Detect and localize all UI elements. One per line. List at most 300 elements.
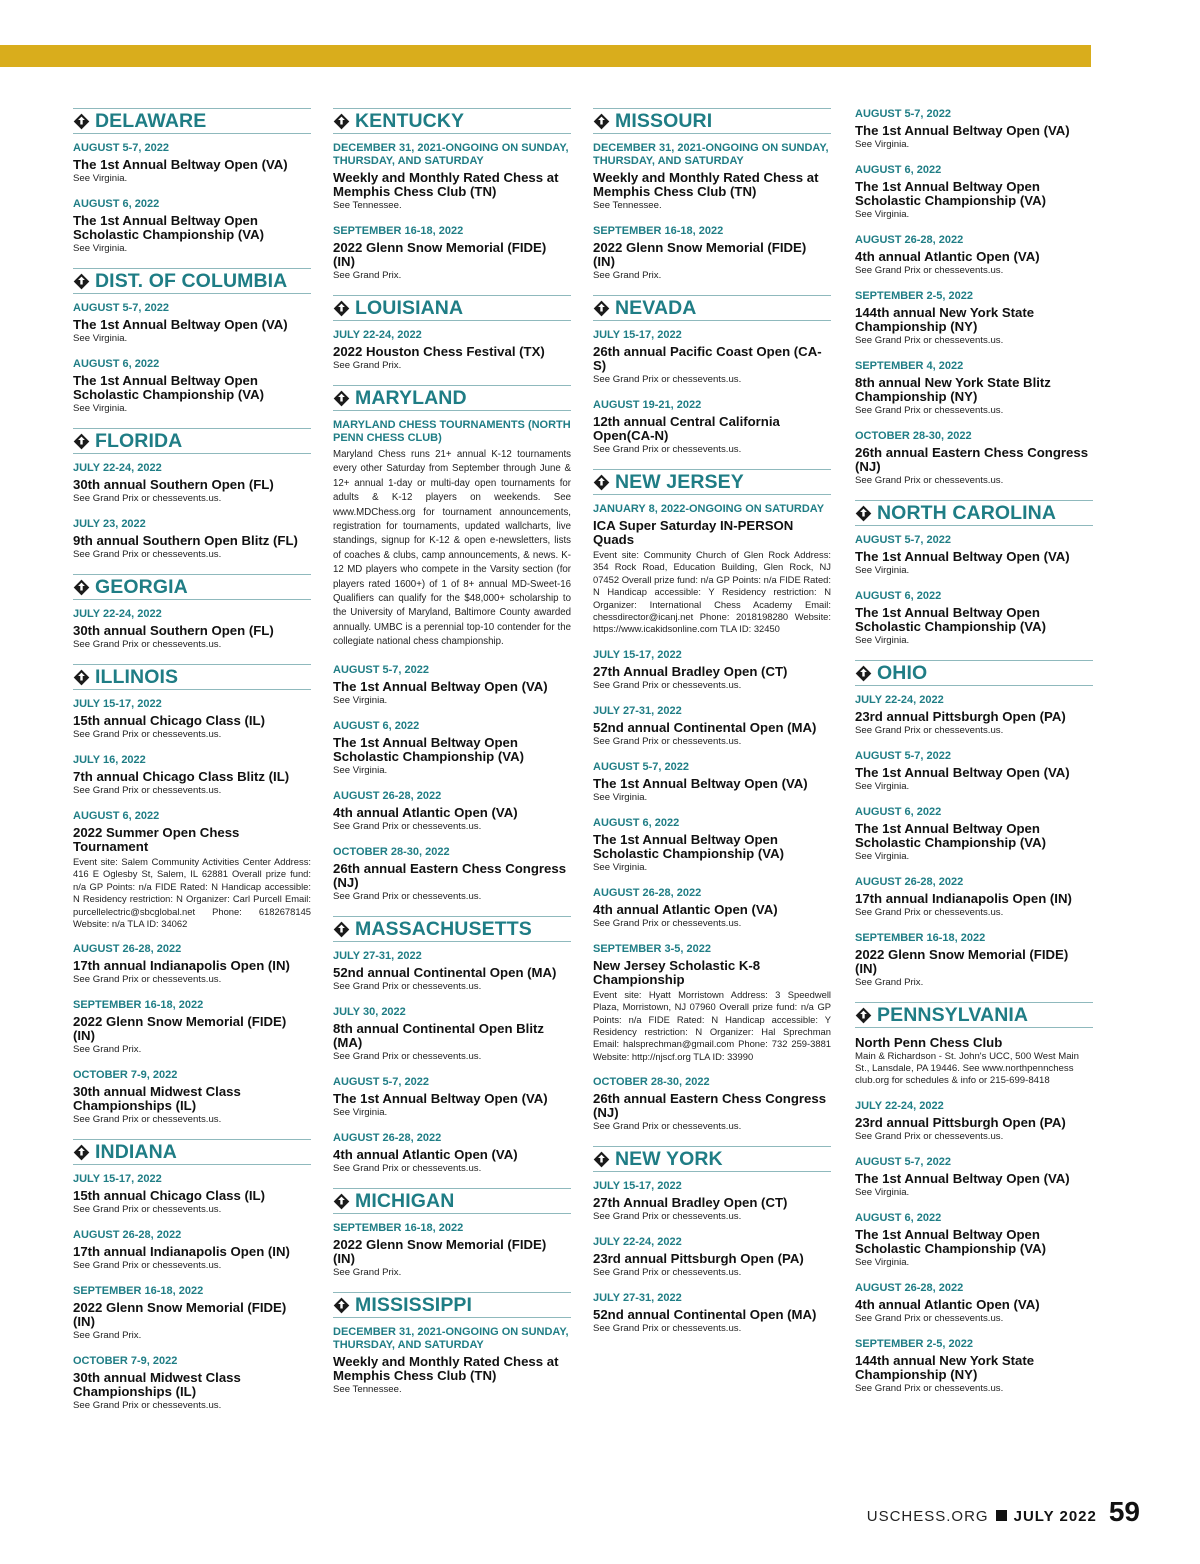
- event-note: See Grand Prix or chessevents.us.: [333, 890, 482, 902]
- event-description: Maryland Chess runs 21+ annual K-12 tournaments every other Saturday from September through June & 12+ annual 1-day or multi-day open tournaments for adults & K-12 players on weekends. See www.MDChess.org for tournament announcements, registration for tournaments, updated wallcharts, live standings, signup for K-12 & open e-newsletters, lists of coaches & clubs, camp announcements, & news. K-12 MD players who compete in the Varsity section (for players rated 1600+) of 1 of 8+ annual MD-Sweet-16 Qualifiers can qualify for the $48,000+ scholarship to the University of Maryland, Baltimore County awarded annually. UMBC is a perennial top-10 contender for the collegiate national chess championship.: [333, 449, 571, 648]
- event-listing: [333, 846, 571, 903]
- event-note: See Grand Prix or chessevents.us.: [593, 1211, 742, 1223]
- event-note: See Grand Prix.: [855, 977, 924, 988]
- event-date: JULY 22-24, 2022: [593, 1236, 682, 1249]
- state-name: FLORIDA: [95, 430, 183, 452]
- event-date: AUGUST 5-7, 2022: [855, 1156, 951, 1168]
- event-note: See Virginia.: [855, 209, 910, 220]
- event-title: 7th annual Chicago Class Blitz (IL): [73, 769, 290, 784]
- event-note: See Grand Prix or chessevents.us.: [593, 917, 742, 929]
- event-title: 30th annual Midwest Class Championships (IL): [73, 1370, 241, 1400]
- diamond-arrow-icon: [333, 1193, 350, 1210]
- event-note: See Grand Prix or chessevents.us.: [593, 735, 742, 747]
- event-listing: [593, 225, 831, 282]
- event-title: 144th annual New York State Championship (NY): [855, 1353, 1035, 1382]
- event-date: SEPTEMBER 16-18, 2022: [73, 999, 204, 1012]
- event-listing: [73, 810, 311, 930]
- event-date: AUGUST 6, 2022: [73, 358, 160, 370]
- event-note: See Grand Prix or chessevents.us.: [855, 907, 1004, 918]
- event-title: 15th annual Chicago Class (IL): [73, 713, 265, 728]
- event-date: JULY 22-24, 2022: [73, 608, 162, 620]
- diamond-arrow-icon: [593, 474, 610, 491]
- state-heading: [73, 268, 311, 294]
- diamond-arrow-icon: [333, 1297, 350, 1314]
- state-heading: [855, 500, 1093, 526]
- event-date: SEPTEMBER 16-18, 2022: [333, 225, 464, 237]
- event-listing: [593, 503, 831, 636]
- state-heading: [593, 108, 831, 134]
- event-note: See Grand Prix or chessevents.us.: [593, 374, 742, 385]
- event-note: See Grand Prix or chessevents.us.: [593, 679, 742, 691]
- event-listing: [73, 943, 311, 986]
- event-note: See Grand Prix or chessevents.us.: [73, 785, 222, 796]
- event-title: The 1st Annual Beltway Open (VA): [73, 157, 288, 172]
- state-name: MICHIGAN: [355, 1189, 455, 1212]
- state-heading: [593, 295, 831, 321]
- event-title: The 1st Annual Beltway Open Scholastic Championship (VA): [333, 734, 524, 764]
- event-date: AUGUST 26-28, 2022: [73, 943, 182, 956]
- event-listing: [73, 1355, 311, 1412]
- event-note: See Virginia.: [855, 635, 910, 646]
- event-listing: [73, 698, 311, 741]
- event-title: Weekly and Monthly Rated Chess at Memphis Chess Club (TN): [333, 170, 559, 199]
- event-title: 17th annual Indianapolis Open (IN): [855, 891, 1072, 906]
- event-note: See Virginia.: [333, 694, 388, 706]
- page-footer: [867, 1496, 1140, 1528]
- event-note: See Grand Prix or chessevents.us.: [333, 980, 482, 992]
- event-title: The 1st Annual Beltway Open Scholastic Championship (VA): [593, 831, 784, 861]
- state-name: MASSACHUSETTS: [355, 917, 532, 940]
- event-listing: [855, 1212, 1093, 1269]
- event-note: See Virginia.: [855, 781, 910, 792]
- event-date: JULY 15-17, 2022: [73, 698, 162, 710]
- event-note: See Virginia.: [855, 565, 910, 576]
- event-title: 52nd annual Continental Open (MA): [593, 719, 817, 735]
- event-note: See Grand Prix or chessevents.us.: [73, 1204, 222, 1216]
- event-title: 23rd annual Pittsburgh Open (PA): [593, 1251, 804, 1267]
- state-heading: [333, 385, 571, 411]
- event-date: AUGUST 6, 2022: [855, 164, 942, 176]
- event-date: JULY 22-24, 2022: [73, 462, 162, 474]
- event-listing: [333, 1076, 571, 1119]
- event-listing: [73, 1285, 311, 1342]
- event-title: The 1st Annual Beltway Open (VA): [855, 549, 1070, 564]
- event-title: 17th annual Indianapolis Open (IN): [73, 958, 290, 974]
- event-note: See Grand Prix or chessevents.us.: [73, 639, 222, 650]
- state-heading: [593, 1146, 831, 1172]
- event-date: JULY 27-31, 2022: [333, 949, 422, 962]
- diamond-arrow-icon: [333, 113, 350, 130]
- event-title: 2022 Houston Chess Festival (TX): [333, 344, 545, 359]
- event-listing: [855, 1282, 1093, 1325]
- event-note: See Grand Prix or chessevents.us.: [593, 444, 742, 455]
- diamond-arrow-icon: [855, 665, 872, 682]
- state-heading: [593, 469, 831, 495]
- column-1: [73, 108, 311, 1425]
- event-listing: [73, 1069, 311, 1126]
- event-title: 26th annual Eastern Chess Congress (NJ): [593, 1091, 827, 1121]
- event-listing: [333, 1222, 571, 1279]
- event-title: New Jersey Scholastic K-8 Championship: [593, 957, 761, 987]
- event-date: AUGUST 19-21, 2022: [593, 399, 702, 411]
- event-date: DECEMBER 31, 2021-ONGOING ON SUNDAY, THURSDAY, AND SATURDAY: [333, 142, 569, 167]
- event-date: JULY 15-17, 2022: [593, 1180, 682, 1193]
- event-date: AUGUST 26-28, 2022: [593, 886, 702, 899]
- event-listing: [855, 1156, 1093, 1199]
- event-date: AUGUST 6, 2022: [73, 810, 160, 822]
- event-date: AUGUST 5-7, 2022: [73, 302, 169, 314]
- event-title: 15th annual Chicago Class (IL): [73, 1188, 265, 1204]
- event-note: See Grand Prix or chessevents.us.: [73, 549, 222, 560]
- column-2: [333, 108, 571, 1409]
- event-title: 2022 Glenn Snow Memorial (FIDE) (IN): [333, 240, 547, 269]
- state-heading: [73, 664, 311, 690]
- event-date: AUGUST 5-7, 2022: [593, 760, 689, 773]
- event-date: JULY 22-24, 2022: [855, 1100, 944, 1112]
- event-note: See Grand Prix or chessevents.us.: [855, 475, 1004, 486]
- event-listing: [855, 430, 1093, 487]
- state-name: NORTH CAROLINA: [877, 502, 1057, 524]
- event-note: See Grand Prix or chessevents.us.: [333, 1050, 482, 1062]
- state-name: NEVADA: [615, 297, 697, 319]
- event-listing: [855, 290, 1093, 347]
- event-title: 4th annual Atlantic Open (VA): [855, 249, 1040, 264]
- event-listing: [333, 142, 571, 212]
- event-title: 144th annual New York State Championship (NY): [855, 305, 1035, 334]
- diamond-arrow-icon: [333, 300, 350, 317]
- event-date: JULY 23, 2022: [73, 518, 146, 530]
- event-title: The 1st Annual Beltway Open Scholastic Championship (VA): [73, 213, 264, 242]
- event-title: The 1st Annual Beltway Open Scholastic Championship (VA): [73, 373, 264, 402]
- state-name: KENTUCKY: [355, 110, 465, 132]
- event-listing: [333, 1326, 571, 1396]
- event-listing: [855, 108, 1093, 151]
- event-listing: [333, 1006, 571, 1063]
- event-title: The 1st Annual Beltway Open (VA): [855, 1171, 1070, 1186]
- event-listing: [855, 932, 1093, 989]
- footer-site: USCHESS.ORG: [866, 1508, 989, 1525]
- event-note: See Grand Prix or chessevents.us.: [73, 729, 222, 740]
- event-date: OCTOBER 28-30, 2022: [333, 845, 450, 858]
- event-listing: [855, 1338, 1093, 1395]
- event-note: See Grand Prix or chessevents.us.: [855, 1383, 1004, 1394]
- event-title: The 1st Annual Beltway Open (VA): [333, 1090, 548, 1106]
- event-note: See Virginia.: [333, 764, 388, 776]
- event-listing: [593, 329, 831, 386]
- event-listing: [593, 649, 831, 692]
- event-note: See Virginia.: [73, 243, 128, 254]
- event-listing: [73, 608, 311, 651]
- event-note: See Tennessee.: [593, 200, 662, 211]
- event-date: SEPTEMBER 16-18, 2022: [855, 932, 986, 944]
- event-date: JULY 15-17, 2022: [593, 648, 682, 661]
- event-note: See Grand Prix or chessevents.us.: [855, 1131, 1004, 1142]
- diamond-arrow-icon: [73, 433, 90, 450]
- event-date: SEPTEMBER 2-5, 2022: [855, 290, 973, 302]
- event-listing: [73, 1229, 311, 1272]
- event-title: 52nd annual Continental Open (MA): [593, 1307, 817, 1323]
- event-title: 26th annual Eastern Chess Congress (NJ): [855, 445, 1089, 474]
- event-note: See Virginia.: [855, 1187, 910, 1198]
- state-name: MISSOURI: [615, 110, 713, 132]
- event-title: The 1st Annual Beltway Open (VA): [593, 775, 808, 791]
- event-title: The 1st Annual Beltway Open Scholastic Championship (VA): [855, 821, 1046, 850]
- event-title: 8th annual New York State Blitz Championship (NY): [855, 375, 1051, 404]
- event-listing: [73, 1173, 311, 1216]
- state-heading: [333, 1188, 571, 1214]
- state-name: OHIO: [877, 662, 928, 684]
- state-name: GEORGIA: [95, 576, 188, 598]
- state-name: INDIANA: [95, 1141, 177, 1164]
- event-date: AUGUST 6, 2022: [855, 590, 942, 602]
- event-title: 2022 Glenn Snow Memorial (FIDE) (IN): [593, 240, 807, 269]
- event-title: 27th Annual Bradley Open (CT): [593, 1195, 788, 1211]
- diamond-arrow-icon: [593, 300, 610, 317]
- event-listing: [73, 198, 311, 255]
- event-listing: [593, 1292, 831, 1335]
- diamond-arrow-icon: [855, 1007, 872, 1024]
- state-heading: [73, 1139, 311, 1165]
- event-title: The 1st Annual Beltway Open Scholastic Championship (VA): [855, 1227, 1046, 1256]
- diamond-arrow-icon: [73, 113, 90, 130]
- diamond-arrow-icon: [855, 505, 872, 522]
- state-heading: [73, 108, 311, 134]
- event-date: JANUARY 8, 2022-ONGOING ON SATURDAY: [593, 503, 825, 515]
- state-name: LOUISIANA: [355, 297, 464, 319]
- event-listing: [855, 164, 1093, 221]
- event-title: 23rd annual Pittsburgh Open (PA): [855, 1115, 1066, 1130]
- event-date: OCTOBER 28-30, 2022: [855, 430, 972, 442]
- state-name: NEW JERSEY: [615, 471, 744, 493]
- event-date: SEPTEMBER 16-18, 2022: [73, 1285, 204, 1298]
- state-heading: [855, 1002, 1093, 1028]
- event-listing: [855, 876, 1093, 919]
- event-note: See Grand Prix or chessevents.us.: [593, 1323, 742, 1335]
- event-listing: [73, 754, 311, 797]
- event-listing: [73, 358, 311, 415]
- event-title: 8th annual Continental Open Blitz (MA): [333, 1020, 544, 1050]
- diamond-arrow-icon: [333, 390, 350, 407]
- event-listing: [855, 694, 1093, 737]
- event-date: AUGUST 26-28, 2022: [855, 876, 964, 888]
- event-date: DECEMBER 31, 2021-ONGOING ON SUNDAY, THURSDAY, AND SATURDAY: [593, 142, 829, 167]
- event-date: AUGUST 6, 2022: [333, 719, 420, 732]
- event-listing: [593, 817, 831, 874]
- event-title: 4th annual Atlantic Open (VA): [593, 901, 778, 917]
- event-date: OCTOBER 28-30, 2022: [593, 1076, 710, 1089]
- event-title: 27th Annual Bradley Open (CT): [593, 663, 788, 679]
- state-name: NEW YORK: [615, 1148, 723, 1171]
- state-heading: [333, 916, 571, 942]
- event-title: 4th annual Atlantic Open (VA): [333, 804, 518, 820]
- event-date: SEPTEMBER 3-5, 2022: [593, 942, 711, 955]
- event-note: See Grand Prix or chessevents.us.: [855, 725, 1004, 736]
- event-listing: [73, 302, 311, 345]
- event-title: 30th annual Southern Open (FL): [73, 477, 274, 492]
- event-title: ICA Super Saturday IN-PERSON Quads: [593, 518, 794, 547]
- event-note: See Grand Prix.: [333, 270, 402, 281]
- event-note: See Grand Prix or chessevents.us.: [73, 1260, 222, 1272]
- state-name: ILLINOIS: [95, 666, 179, 688]
- event-listing: [333, 225, 571, 282]
- event-title: 52nd annual Continental Open (MA): [333, 964, 557, 980]
- event-note: See Grand Prix or chessevents.us.: [855, 335, 1004, 346]
- state-heading: [333, 1292, 571, 1318]
- event-note: See Virginia.: [333, 1106, 388, 1118]
- event-listing: [73, 462, 311, 505]
- event-note: See Grand Prix.: [333, 1266, 402, 1278]
- event-title: 2022 Summer Open Chess Tournament: [73, 825, 240, 854]
- event-date: AUGUST 5-7, 2022: [333, 663, 429, 676]
- event-title: The 1st Annual Beltway Open (VA): [855, 123, 1070, 138]
- diamond-arrow-icon: [333, 921, 350, 938]
- state-name: MARYLAND: [355, 387, 467, 409]
- event-note: See Virginia.: [855, 1257, 910, 1268]
- event-title: The 1st Annual Beltway Open (VA): [333, 678, 548, 694]
- event-listing: [333, 1132, 571, 1175]
- state-heading: [73, 574, 311, 600]
- event-date: JULY 27-31, 2022: [593, 704, 682, 717]
- event-date: AUGUST 6, 2022: [855, 1212, 942, 1224]
- event-listing: [855, 1100, 1093, 1143]
- event-note: See Grand Prix or chessevents.us.: [593, 1267, 742, 1279]
- event-title: 30th annual Southern Open (FL): [73, 623, 274, 638]
- event-details: Event site: Hyatt Morristown Address: 3 Speedwell Plaza, Morristown, NJ 07960 Overall prize fund: n/a GP Points: n/a FIDE Rated: N Handicap accessible: Y Residency restriction: N Organizer: Hal Sprechman Email: halsprechman@gmail.com Phone: 732 259-3881 Website: http://njscf.org TLA ID: 33990: [593, 988, 831, 1062]
- event-note: See Grand Prix.: [73, 1044, 142, 1056]
- event-title: The 1st Annual Beltway Open (VA): [73, 317, 288, 332]
- event-date: DECEMBER 31, 2021-ONGOING ON SUNDAY, THURSDAY, AND SATURDAY: [333, 1325, 569, 1351]
- event-listing: [855, 806, 1093, 863]
- event-note: See Grand Prix.: [73, 1330, 142, 1342]
- event-listing: [593, 1236, 831, 1279]
- event-details: Event site: Community Church of Glen Rock Address: 354 Rock Road, Education Building, Glen Rock, NJ 07452 Overall prize fund: n/a GP Points: n/a FIDE Rated: N Handicap accessible: Y Residency restriction: N Organizer: International Chess Academy Email: chessdirector@icanj.net Phone: 2018198280 Website: https://www.icakidsonline.com TLA ID: 32450: [593, 549, 831, 635]
- event-listing: [855, 590, 1093, 647]
- event-note: See Grand Prix or chessevents.us.: [333, 820, 482, 832]
- page-number: 59: [1108, 1496, 1140, 1527]
- event-title: Weekly and Monthly Rated Chess at Memphis Chess Club (TN): [593, 170, 819, 199]
- event-note: See Virginia.: [855, 851, 910, 862]
- event-date: AUGUST 5-7, 2022: [73, 142, 169, 154]
- event-note: See Grand Prix or chessevents.us.: [73, 1400, 222, 1412]
- event-date: MARYLAND CHESS TOURNAMENTS (NORTH PENN CHESS CLUB): [333, 419, 571, 444]
- event-listing: [593, 943, 831, 1063]
- event-listing: [593, 399, 831, 456]
- event-date: AUGUST 26-28, 2022: [73, 1229, 182, 1242]
- event-title: Weekly and Monthly Rated Chess at Memphis Chess Club (TN): [333, 1353, 559, 1383]
- event-date: SEPTEMBER 16-18, 2022: [593, 225, 724, 237]
- event-note: See Virginia.: [855, 139, 910, 150]
- event-note: See Tennessee.: [333, 200, 402, 211]
- event-date: AUGUST 5-7, 2022: [855, 750, 951, 762]
- event-title: 9th annual Southern Open Blitz (FL): [73, 533, 298, 548]
- event-title: North Penn Chess Club: [855, 1035, 1003, 1050]
- event-date: AUGUST 5-7, 2022: [855, 534, 951, 546]
- diamond-arrow-icon: [593, 113, 610, 130]
- event-date: JULY 15-17, 2022: [73, 1173, 162, 1186]
- event-listing: [333, 419, 571, 650]
- event-date: AUGUST 6, 2022: [593, 816, 680, 829]
- event-title: The 1st Annual Beltway Open Scholastic Championship (VA): [855, 179, 1046, 208]
- footer-issue: JULY 2022: [1013, 1508, 1097, 1525]
- state-heading: [855, 660, 1093, 686]
- event-listing: [333, 329, 571, 372]
- event-date: AUGUST 5-7, 2022: [333, 1075, 429, 1088]
- event-listing: [593, 142, 831, 212]
- event-date: SEPTEMBER 2-5, 2022: [855, 1338, 973, 1350]
- column-4: [855, 108, 1093, 1408]
- column-3: [593, 108, 831, 1348]
- state-heading: [73, 428, 311, 454]
- event-title: The 1st Annual Beltway Open (VA): [855, 765, 1070, 780]
- event-note: See Virginia.: [73, 403, 128, 414]
- event-date: JULY 16, 2022: [73, 754, 146, 766]
- state-name: DELAWARE: [95, 110, 207, 132]
- event-listing: [855, 750, 1093, 793]
- event-listing: [73, 999, 311, 1056]
- event-date: OCTOBER 7-9, 2022: [73, 1355, 178, 1368]
- event-title: 2022 Glenn Snow Memorial (FIDE) (IN): [855, 947, 1069, 976]
- event-note: See Grand Prix or chessevents.us.: [855, 1313, 1004, 1324]
- event-listing: [593, 887, 831, 930]
- event-note: See Virginia.: [593, 791, 648, 803]
- event-date: JULY 15-17, 2022: [593, 329, 682, 341]
- event-date: JULY 30, 2022: [333, 1005, 406, 1018]
- event-title: 2022 Glenn Snow Memorial (FIDE) (IN): [73, 1300, 287, 1330]
- event-title: 2022 Glenn Snow Memorial (FIDE) (IN): [333, 1236, 547, 1266]
- event-listing: [855, 234, 1093, 277]
- event-listing: [333, 950, 571, 993]
- event-listing: [73, 142, 311, 185]
- state-heading: [333, 108, 571, 134]
- event-date: OCTOBER 7-9, 2022: [73, 1069, 178, 1082]
- event-listing: [333, 664, 571, 707]
- state-name: DIST. OF COLUMBIA: [95, 270, 288, 292]
- event-note: See Grand Prix.: [333, 360, 402, 371]
- event-date: JULY 27-31, 2022: [593, 1292, 682, 1305]
- event-title: 17th annual Indianapolis Open (IN): [73, 1244, 290, 1260]
- event-date: AUGUST 26-28, 2022: [333, 1131, 442, 1144]
- event-note: See Grand Prix.: [593, 270, 662, 281]
- event-title: 26th annual Pacific Coast Open (CA-S): [593, 344, 822, 373]
- top-accent-bar: [0, 45, 1091, 67]
- event-date: SEPTEMBER 16-18, 2022: [333, 1221, 464, 1234]
- event-listing: [593, 1180, 831, 1223]
- event-date: AUGUST 6, 2022: [73, 198, 160, 210]
- event-title: 2022 Glenn Snow Memorial (FIDE) (IN): [73, 1014, 287, 1044]
- event-note: See Grand Prix or chessevents.us.: [855, 265, 1004, 276]
- event-title: 4th annual Atlantic Open (VA): [333, 1146, 518, 1162]
- diamond-arrow-icon: [73, 273, 90, 290]
- event-title: 30th annual Midwest Class Championships (IL): [73, 1084, 241, 1114]
- event-listing: [593, 705, 831, 748]
- event-listing: [855, 534, 1093, 577]
- event-listing: [593, 1076, 831, 1133]
- event-listing: [855, 1036, 1093, 1087]
- event-title: 12th annual Central California Open(CA-N): [593, 414, 780, 443]
- event-note: See Grand Prix or chessevents.us.: [333, 1162, 482, 1174]
- event-details: Event site: Salem Community Activities Center Address: 416 E Oglesby St, Salem, IL 62881 Overall prize fund: n/a GP Points: n/a FIDE Rated: N Handicap accessible: N Residency restriction: N Organizer: Carl Purcell Email: purcellelectric@sbcglobal.net Phone: 6182678145 Website: n/a TLA ID: 34062: [73, 856, 311, 930]
- diamond-arrow-icon: [73, 669, 90, 686]
- event-date: AUGUST 6, 2022: [855, 806, 942, 818]
- event-listing: [333, 720, 571, 777]
- event-note: See Grand Prix or chessevents.us.: [73, 493, 222, 504]
- state-name: MISSISSIPPI: [355, 1293, 473, 1316]
- event-note: See Virginia.: [593, 861, 648, 873]
- event-listing: [593, 761, 831, 804]
- event-note: See Grand Prix or chessevents.us.: [593, 1121, 742, 1133]
- state-heading: [333, 295, 571, 321]
- diamond-arrow-icon: [593, 1151, 610, 1168]
